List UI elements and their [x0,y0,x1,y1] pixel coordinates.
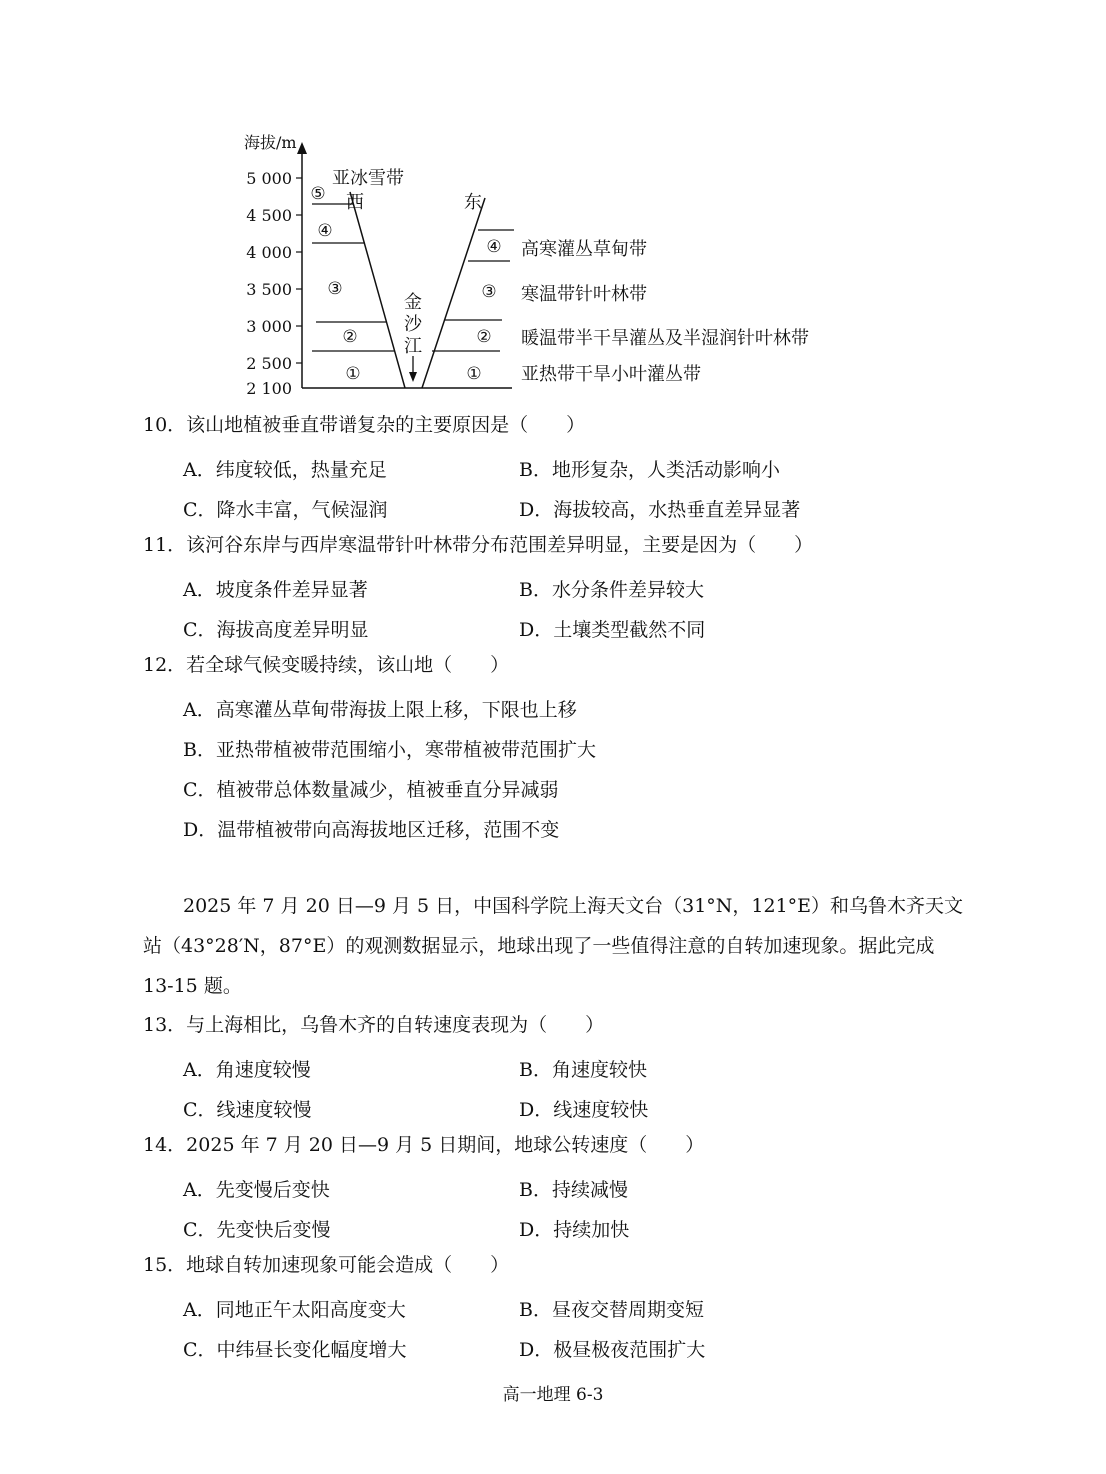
river-label-char: 沙 [404,314,422,335]
question-12-option-d: D．温带植被带向高海拔地区迁移，范围不变 [183,819,560,841]
west-zone-4: ④ [317,221,333,241]
question-14-stem: 14．2025 年 7 月 20 日—9 月 5 日期间，地球公转速度（ ） [143,1134,705,1156]
question-11-option-d: D．土壤类型截然不同 [519,619,706,641]
legend-zone-3: 寒温带针叶林带 [521,284,647,305]
river-label-char: 江 [404,336,422,357]
legend-zone-4: 高寒灌丛草甸带 [521,239,647,260]
question-11-option-a: A．坡度条件差异显著 [183,579,368,601]
tick-label: 2 500 [246,354,292,373]
tick-label: 3 500 [246,280,292,299]
east-label: 东 [464,192,482,213]
question-13-option-c: C．线速度较慢 [183,1099,312,1121]
east-zone-1: ① [466,364,482,384]
west-slope [350,192,405,388]
passage-text: 2025 年 7 月 20 日—9 月 5 日，中国科学院上海天文台（31°N，121°E）和乌鲁木齐天文站（43°28′N，87°E）的观测数据显示，地球出现了一些值得注意的自转加速现象。据此完成 13-15 题。 [143,895,964,997]
question-11-option-b: B．水分条件差异较大 [519,579,704,601]
question-12-option-c: C．植被带总体数量减少，植被垂直分异减弱 [183,779,559,801]
question-15-option-b: B．昼夜交替周期变短 [519,1299,704,1321]
question-14-option-a: A．先变慢后变快 [183,1179,330,1201]
question-10-option-d: D．海拔较高，水热垂直差异显著 [519,499,801,521]
question-15-option-c: C．中纬昼长变化幅度增大 [183,1339,407,1361]
question-14-option-c: C．先变快后变慢 [183,1219,331,1241]
y-axis-label: 海拔/m [244,133,297,152]
question-15-option-d: D．极昼极夜范围扩大 [519,1339,706,1361]
west-zone-2: ② [342,327,358,347]
valley-profile-svg [230,120,890,405]
question-15-option-a: A．同地正午太阳高度变大 [183,1299,406,1321]
river-flow-arrowhead [409,372,417,382]
question-10-option-c: C．降水丰富，气候湿润 [183,499,388,521]
question-10-option-b: B．地形复杂，人类活动影响小 [519,459,780,481]
west-zone-3: ③ [327,279,343,299]
question-12-option-b: B．亚热带植被带范围缩小，寒带植被带范围扩大 [183,739,596,761]
question-13-stem: 13．与上海相比，乌鲁木齐的自转速度表现为（ ） [143,1014,605,1036]
tick-label: 3 000 [246,317,292,336]
west-zone-1: ① [345,364,361,384]
west-zone-5: ⑤ [310,184,326,204]
question-13-option-d: D．线速度较快 [519,1099,649,1121]
page-footer: 高一地理 6-3 [502,1385,604,1405]
tick-label: 2 100 [246,379,292,398]
question-12-option-a: A．高寒灌丛草甸带海拔上限上移，下限也上移 [183,699,577,721]
tick-label: 4 500 [246,206,292,225]
question-14-option-d: D．持续加快 [519,1219,630,1241]
question-15-stem: 15．地球自转加速现象可能会造成（ ） [143,1254,510,1276]
tick-label: 5 000 [246,169,292,188]
y-axis-arrow [297,142,307,154]
question-10-option-a: A．纬度较低，热量充足 [183,459,387,481]
passage [143,886,965,1006]
east-zone-4: ④ [486,237,502,257]
legend-zone-2: 暖温带半干旱灌丛及半湿润针叶林带 [521,328,809,349]
question-11-stem: 11．该河谷东岸与西岸寒温带针叶林带分布范围差异明显，主要是因为（ ） [143,534,814,556]
question-12-stem: 12．若全球气候变暖持续，该山地（ ） [143,654,510,676]
question-13-option-a: A．角速度较慢 [183,1059,311,1081]
east-slope [422,198,485,388]
question-13-option-b: B．角速度较快 [519,1059,647,1081]
river-label-char: 金 [404,292,422,313]
east-zone-2: ② [476,327,492,347]
question-14-option-b: B．持续减慢 [519,1179,628,1201]
question-11-option-c: C．海拔高度差异明显 [183,619,369,641]
tick-label: 4 000 [246,243,292,262]
vegetation-zone-diagram [230,120,890,405]
east-zone-3: ③ [481,282,497,302]
west-label: 西 [346,192,364,213]
top-zone-label: 亚冰雪带 [332,168,404,189]
legend-zone-1: 亚热带干旱小叶灌丛带 [521,364,701,385]
question-10-stem: 10．该山地植被垂直带谱复杂的主要原因是（ ） [143,414,586,436]
